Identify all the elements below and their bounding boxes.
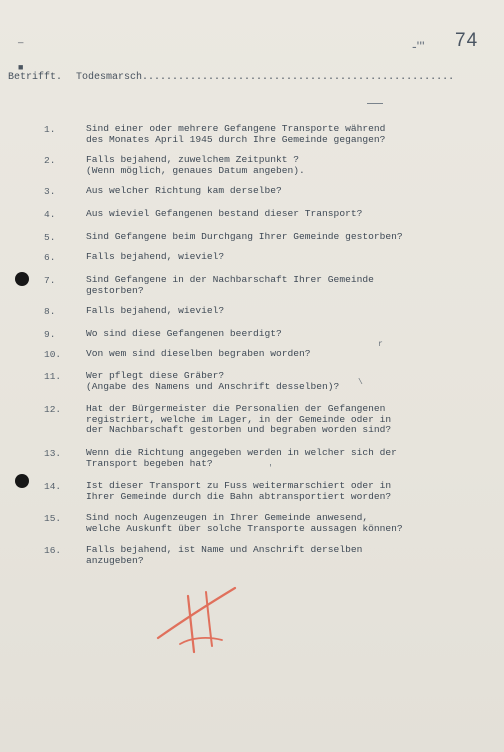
question-text: Falls bejahend, zuwelchem Zeitpunkt ? (Wenn möglich, genaues Datum angeben). [86,154,305,176]
question-number: 3. [44,186,56,197]
question-number: 7. [44,275,56,286]
question-text: Von wem sind dieselben begraben worden? [86,348,311,359]
stray-mark: r [378,340,383,349]
question-number: 4. [44,209,56,220]
subject-text: Todesmarsch.................................................... [76,72,455,83]
question-text: Sind Gefangene in der Nachbarschaft Ihrer Gemeinde gestorben? [86,274,374,296]
question-text: Hat der Bürgermeister die Personalien der Gefangenen registriert, welche im Lager, in der Gemeinde oder in der Nachbarschaft gestorben und begraben worden sind? [86,403,392,435]
question-number: 9. [44,329,56,340]
question-number: 6. [44,252,56,263]
question-number: 2. [44,155,56,166]
question-number: 11. [44,371,62,382]
question-number: 10. [44,349,62,360]
question-text: Falls bejahend, wieviel? [86,305,225,316]
punch-hole [15,474,29,488]
margin-tick-mark: — [18,38,24,48]
question-text: Sind einer oder mehrere Gefangene Transporte während des Monates April 1945 durch Ihre Gemeinde gegangen? [86,123,386,145]
question-number: 8. [44,306,56,317]
divider-rule [367,103,383,104]
question-text: Aus wieviel Gefangenen bestand dieser Transport? [86,208,363,219]
page-number: 74 [455,30,479,51]
question-text: Ist dieser Transport zu Fuss weitermarschiert oder in Ihrer Gemeinde durch die Bahn abtransportiert worden? [86,480,392,502]
question-text: Wenn die Richtung angegeben werden in welcher sich der Transport begeben hat? [86,447,397,469]
question-number: 5. [44,232,56,243]
question-text: Wer pflegt diese Gräber? (Angabe des Namens und Anschrift desselben)? [86,370,340,392]
margin-tick-mark: ■ [18,63,24,73]
question-number: 16. [44,545,62,556]
question-number: 13. [44,448,62,459]
question-number: 15. [44,513,62,524]
question-text: Falls bejahend, wieviel? [86,251,225,262]
question-text: Sind noch Augenzeugen in Ihrer Gemeinde anwesend, welche Auskunft über solche Transporte aussagen können? [86,512,403,534]
question-text: Wo sind diese Gefangenen beerdigt? [86,328,282,339]
stray-mark: \ [358,378,363,387]
subject-line [8,72,468,83]
stray-mark: ' [268,464,273,473]
question-text: Falls bejahend, ist Name und Anschrift derselben anzugeben? [86,544,363,566]
punch-hole [15,272,29,286]
question-number: 12. [44,404,62,415]
subject-label: Betrifft. [8,72,63,83]
question-number: 14. [44,481,62,492]
page-number-dash: -''' [412,38,425,54]
question-text: Aus welcher Richtung kam derselbe? [86,185,282,196]
question-text: Sind Gefangene beim Durchgang Ihrer Gemeinde gestorben? [86,231,403,242]
question-number: 1. [44,124,56,135]
red-pencil-mark-icon [150,582,245,657]
